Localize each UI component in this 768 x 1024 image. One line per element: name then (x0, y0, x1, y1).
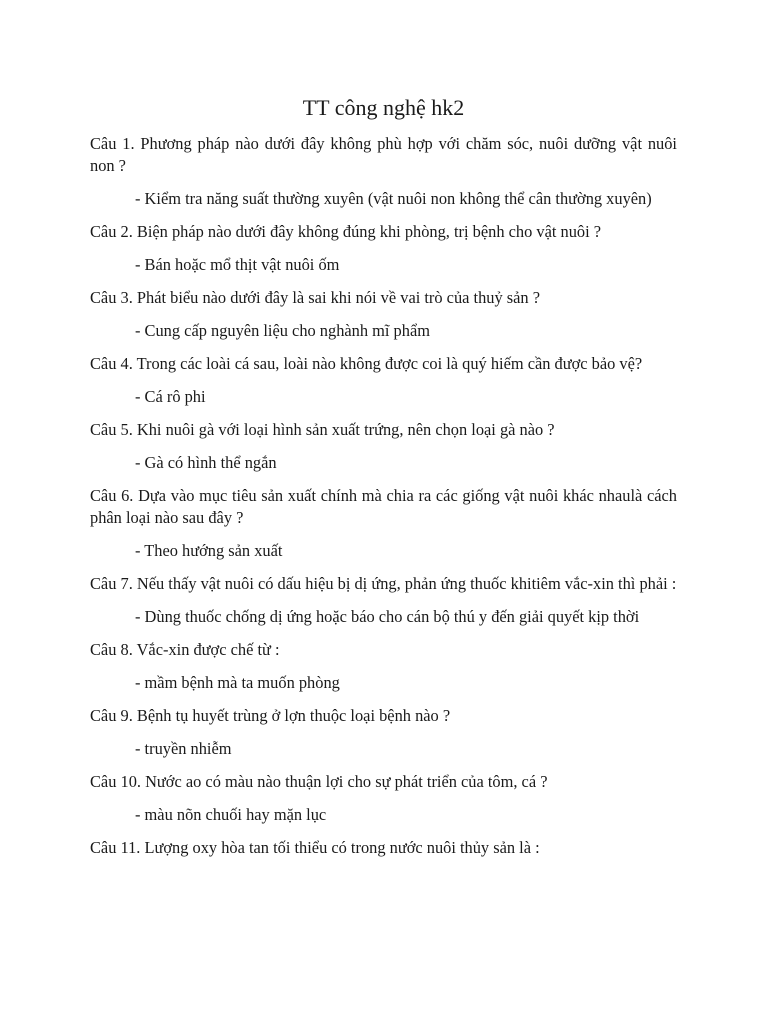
question-text: Câu 2. Biện pháp nào dưới đây không đúng khi phòng, trị bệnh cho vật nuôi ? (90, 222, 602, 241)
question-item (90, 221, 677, 276)
question-text: Câu 4. Trong các loài cá sau, loài nào không được coi là quý hiếm cần được bảo vệ? (90, 354, 643, 373)
question-list (90, 133, 677, 859)
question-text: Câu 8. Vắc-xin được chế từ : (90, 640, 280, 659)
question-text: Câu 10. Nước ao có màu nào thuận lợi cho sự phát triển của tôm, cá ? (90, 772, 548, 791)
document-title: TT công nghệ hk2 (302, 95, 465, 120)
question-text: Câu 5. Khi nuôi gà với loại hình sản xuất trứng, nên chọn loại gà nào ? (90, 420, 555, 439)
question-item (90, 705, 677, 760)
answer-text: - màu nõn chuối hay mặn lục (135, 805, 327, 824)
question-item (90, 771, 677, 826)
answer-text: - mầm bệnh mà ta muốn phòng (135, 673, 340, 692)
question-item (90, 353, 677, 408)
question-item (90, 573, 677, 628)
answer-text: - Theo hướng sản xuất (135, 541, 283, 560)
answer-text: - Cung cấp nguyên liệu cho nghành mĩ phẩm (135, 321, 430, 340)
answer-text: - Dùng thuốc chống dị ứng hoặc báo cho cán bộ thú y đến giải quyết kịp thời (135, 607, 640, 626)
answer-text: - Kiểm tra năng suất thường xuyên (vật nuôi non không thể cân thường xuyên) (135, 189, 652, 208)
question-item (90, 287, 677, 342)
question-item (90, 485, 677, 562)
question-text: Câu 3. Phát biểu nào dưới đây là sai khi nói về vai trò của thuỷ sản ? (90, 288, 540, 307)
question-text: Câu 6. Dựa vào mục tiêu sản xuất chính mà chia ra các giống vật nuôi khác nhaulà cách phân loại nào sau đây ? (90, 486, 677, 527)
question-text: Câu 11. Lượng oxy hòa tan tối thiểu có trong nước nuôi thủy sản là : (90, 838, 540, 857)
question-item (90, 133, 677, 210)
question-item (90, 837, 677, 859)
question-item (90, 639, 677, 694)
answer-text: - Gà có hình thể ngắn (135, 453, 277, 472)
answer-text: - Bán hoặc mổ thịt vật nuôi ốm (135, 255, 340, 274)
answer-text: - Cá rô phi (135, 387, 206, 406)
question-text: Câu 7. Nếu thấy vật nuôi có dấu hiệu bị dị ứng, phản ứng thuốc khitiêm vắc-xin thì phải : (90, 574, 677, 593)
question-item (90, 419, 677, 474)
question-text: Câu 1. Phương pháp nào dưới đây không phù hợp với chăm sóc, nuôi dưỡng vật nuôi non ? (90, 134, 677, 175)
answer-text: - truyền nhiễm (135, 739, 232, 758)
question-text: Câu 9. Bệnh tụ huyết trùng ở lợn thuộc loại bệnh nào ? (90, 706, 451, 725)
